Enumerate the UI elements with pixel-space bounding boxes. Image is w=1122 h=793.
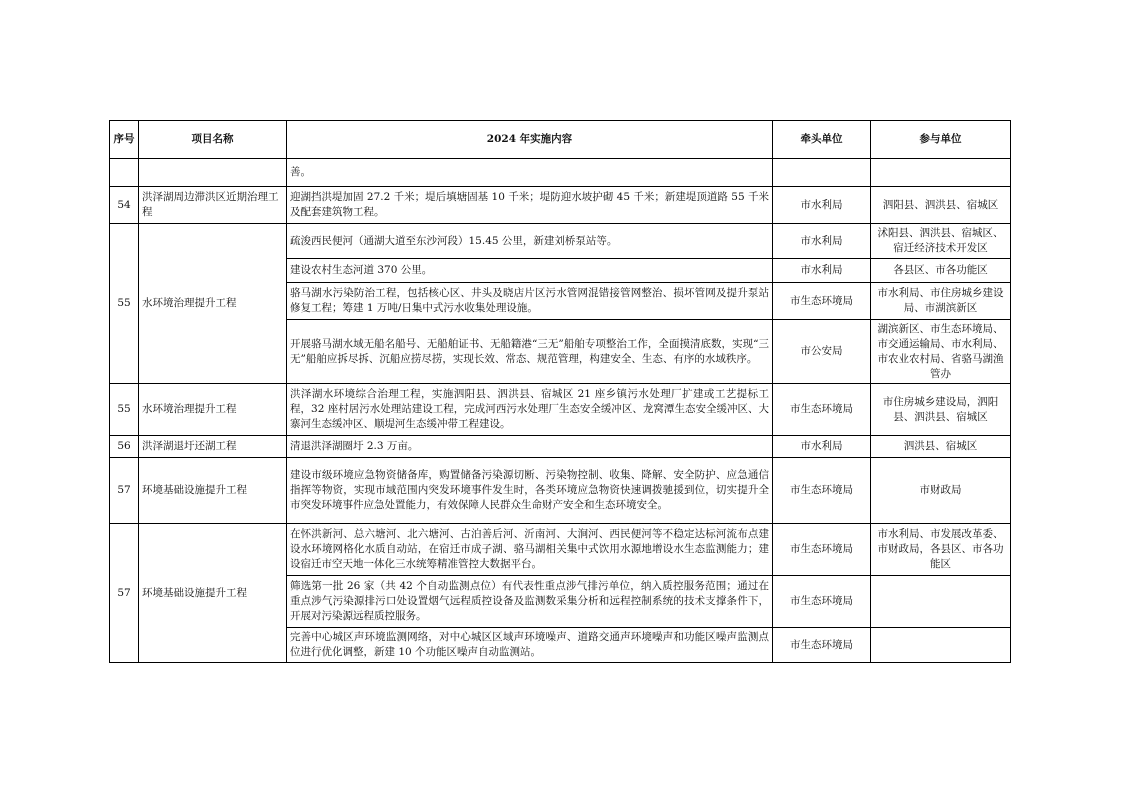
row-name: 洪泽湖退圩还湖工程 — [139, 436, 287, 458]
table-row — [110, 458, 1011, 524]
table-row — [110, 436, 1011, 458]
row-participants: 泗洪县、宿城区 — [871, 436, 1011, 458]
row-content: 迎湖挡洪堤加固 27.2 千米；堤后填塘固基 10 千米；堤防迎水坡护砌 45 千米；新建堤顶道路 55 千米及配套建筑物工程。 — [287, 187, 773, 224]
row-no: 56 — [110, 436, 139, 458]
header-project-name: 项目名称 — [139, 121, 287, 159]
table-row — [110, 159, 1011, 187]
row-participants: 沭阳县、泗洪县、宿城区、宿迁经济技术开发区 — [871, 224, 1011, 259]
row-lead: 市水利局 — [773, 187, 871, 224]
row-content: 骆马湖水污染防治工程，包括核心区、井头及晓店片区污水管网混错接管网整治、损坏管网及提升泵站修复工程；筹建 1 万吨/日集中式污水收集处理设施。 — [287, 283, 773, 320]
header-no: 序号 — [110, 121, 139, 159]
row-lead: 市生态环境局 — [773, 524, 871, 576]
row-content: 疏浚西民便河（通湖大道至东沙河段）15.45 公里，新建刘桥泵站等。 — [287, 224, 773, 259]
row-participants: 市水利局、市发展改革委、市财政局，各县区、市各功能区 — [871, 524, 1011, 576]
row-content: 建设农村生态河道 370 公里。 — [287, 259, 773, 283]
row-participants: 泗阳县、泗洪县、宿城区 — [871, 187, 1011, 224]
row-lead: 市生态环境局 — [773, 283, 871, 320]
row-lead: 市公安局 — [773, 320, 871, 384]
header-participants: 参与单位 — [871, 121, 1011, 159]
row-content: 在怀洪新河、总六塘河、北六塘河、古泊善后河、沂南河、大涧河、西民便河等不稳定达标河流布点建设水环境网格化水质自动站，在宿迁市成子湖、骆马湖相关集中式饮用水源地增设水生态监测能力；建设宿迁市空天地一体化三水统筹精准管控大数据平台。 — [287, 524, 773, 576]
row-content: 善。 — [287, 159, 773, 187]
row-participants — [871, 159, 1011, 187]
row-lead: 市生态环境局 — [773, 628, 871, 663]
row-no — [110, 159, 139, 187]
row-name — [139, 159, 287, 187]
row-participants: 市住房城乡建设局，泗阳县、泗洪县、宿城区 — [871, 384, 1011, 436]
row-lead: 市水利局 — [773, 436, 871, 458]
table-header-row — [110, 121, 1011, 159]
row-participants — [871, 628, 1011, 663]
table-row — [110, 384, 1011, 436]
table-row — [110, 187, 1011, 224]
row-lead: 市生态环境局 — [773, 384, 871, 436]
row-no: 55 — [110, 384, 139, 436]
row-content: 开展骆马湖水域无船名船号、无船舶证书、无船籍港“三无”船舶专项整治工作，全面摸清底数，实现“三无”船舶应拆尽拆、沉船应捞尽捞，实现长效、常态、规范管理，构建安全、生态、有序的水域秩序。 — [287, 320, 773, 384]
row-participants: 各县区、市各功能区 — [871, 259, 1011, 283]
row-lead: 市生态环境局 — [773, 458, 871, 524]
row-lead — [773, 159, 871, 187]
header-content: 2024 年实施内容 — [287, 121, 773, 159]
row-name: 洪泽湖周边滞洪区近期治理工程 — [139, 187, 287, 224]
table-row — [110, 224, 1011, 259]
row-content: 筛选第一批 26 家（共 42 个自动监测点位）有代表性重点涉气排污单位，纳入质控服务范围；通过在重点涉气污染源排污口处设置烟气远程质控设备及监测数采集分析和远程控制系统的技术支撑条件下，开展对污染源远程质控服务。 — [287, 576, 773, 628]
row-participants: 市财政局 — [871, 458, 1011, 524]
row-content: 清退洪泽湖圈圩 2.3 万亩。 — [287, 436, 773, 458]
row-content: 完善中心城区声环境监测网络，对中心城区区域声环境噪声、道路交通声环境噪声和功能区噪声监测点位进行优化调整，新建 10 个功能区噪声自动监测站。 — [287, 628, 773, 663]
row-name: 水环境治理提升工程 — [139, 224, 287, 384]
row-no: 57 — [110, 458, 139, 524]
row-lead: 市生态环境局 — [773, 576, 871, 628]
row-content: 洪泽湖水环境综合治理工程，实施泗阳县、泗洪县、宿城区 21 座乡镇污水处理厂扩建或工艺提标工程，32 座村居污水处理站建设工程，完成河西污水处理厂生态安全缓冲区、龙窝潭生态安全缓冲区、大寨河生态缓冲区、顺堤河生态缓冲带工程建设。 — [287, 384, 773, 436]
table-row — [110, 524, 1011, 576]
row-participants: 湖滨新区、市生态环境局、市交通运输局、市水利局、市农业农村局、省骆马湖渔管办 — [871, 320, 1011, 384]
header-lead-unit: 牵头单位 — [773, 121, 871, 159]
row-no: 54 — [110, 187, 139, 224]
project-table — [109, 120, 1011, 663]
row-name: 环境基础设施提升工程 — [139, 524, 287, 663]
row-name: 环境基础设施提升工程 — [139, 458, 287, 524]
row-no: 57 — [110, 524, 139, 663]
row-participants — [871, 576, 1011, 628]
row-lead: 市水利局 — [773, 259, 871, 283]
row-no: 55 — [110, 224, 139, 384]
row-content: 建设市级环境应急物资储备库，购置储备污染源切断、污染物控制、收集、降解、安全防护、应急通信指挥等物资，实现市域范围内突发环境事件发生时，各类环境应急物资快速调拨驰援到位，切实提升全市突发环境事件应急处置能力，有效保障人民群众生命财产安全和生态环境安全。 — [287, 458, 773, 524]
row-name: 水环境治理提升工程 — [139, 384, 287, 436]
row-participants: 市水利局、市住房城乡建设局、市湖滨新区 — [871, 283, 1011, 320]
row-lead: 市水利局 — [773, 224, 871, 259]
